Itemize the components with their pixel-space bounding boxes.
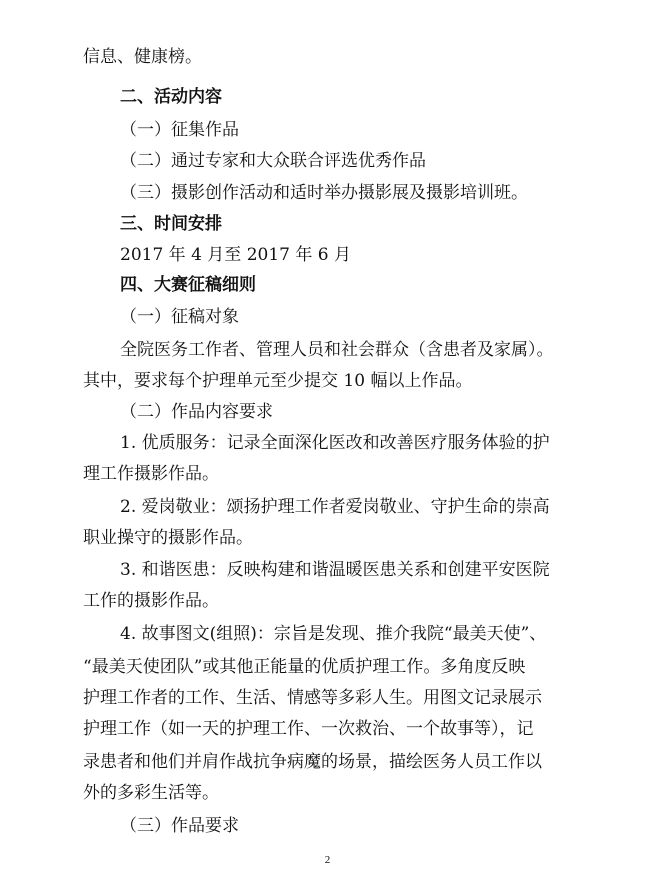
text-line-target-people: 全院医务工作者、管理人员和社会群众（含患者及家属）。 (120, 340, 554, 360)
subheading-work-requirements: （三）作品要求 (120, 816, 239, 836)
text-line-story-photo-cont-2: 护理工作者的工作、生活、情感等多彩人生。用图文记录展示 (83, 688, 542, 708)
text-line-dedication: 2. 爱岗敬业：颂扬护理工作者爱岗敬业、守护生命的崇高 (120, 497, 550, 517)
heading-activity-content: 二、活动内容 (120, 87, 222, 107)
text-line-story-photo: 4. 故事图文(组照)：宗旨是发现、推介我院“最美天使”、 (120, 624, 547, 644)
text-line-collect-works: （一）征集作品 (120, 120, 239, 140)
text-line-health-list: 信息、健康榜。 (83, 47, 202, 67)
text-line-story-photo-cont-4: 录患者和他们并肩作战抗争病魔的场景，描绘医务人员工作以 (83, 752, 542, 772)
text-line-story-photo-cont-5: 外的多彩生活等。 (83, 783, 219, 803)
text-line-quality-service-cont: 理工作摄影作品。 (83, 464, 219, 484)
heading-schedule: 三、时间安排 (120, 214, 222, 234)
text-line-dedication-cont: 职业操守的摄影作品。 (83, 528, 253, 548)
text-line-harmony-cont: 工作的摄影作品。 (83, 591, 219, 611)
subheading-submission-target: （一）征稿对象 (120, 307, 239, 327)
text-line-submission-requirement: 其中，要求每个护理单元至少提交 10 幅以上作品。 (83, 371, 473, 391)
text-line-story-photo-cont-3: 护理工作（如一天的护理工作、一次救治、一个故事等），记 (83, 719, 534, 739)
text-line-photo-activities: （三）摄影创作活动和适时举办摄影展及摄影培训班。 (120, 183, 528, 203)
subheading-content-requirements: （二）作品内容要求 (120, 402, 273, 422)
text-line-selection: （二）通过专家和大众联合评选优秀作品 (120, 151, 426, 171)
text-line-date-range: 2017 年 4 月至 2017 年 6 月 (120, 245, 351, 265)
text-line-harmony: 3. 和谐医患：反映构建和谐温暖医患关系和创建平安医院 (120, 560, 550, 580)
text-line-story-photo-cont-1: “最美天使团队”或其他正能量的优质护理工作。多角度反映 (83, 657, 526, 677)
heading-submission-rules: 四、大赛征稿细则 (120, 275, 256, 295)
text-line-quality-service: 1. 优质服务：记录全面深化医改和改善医疗服务体验的护 (120, 433, 550, 453)
page-number: 2 (324, 854, 331, 866)
